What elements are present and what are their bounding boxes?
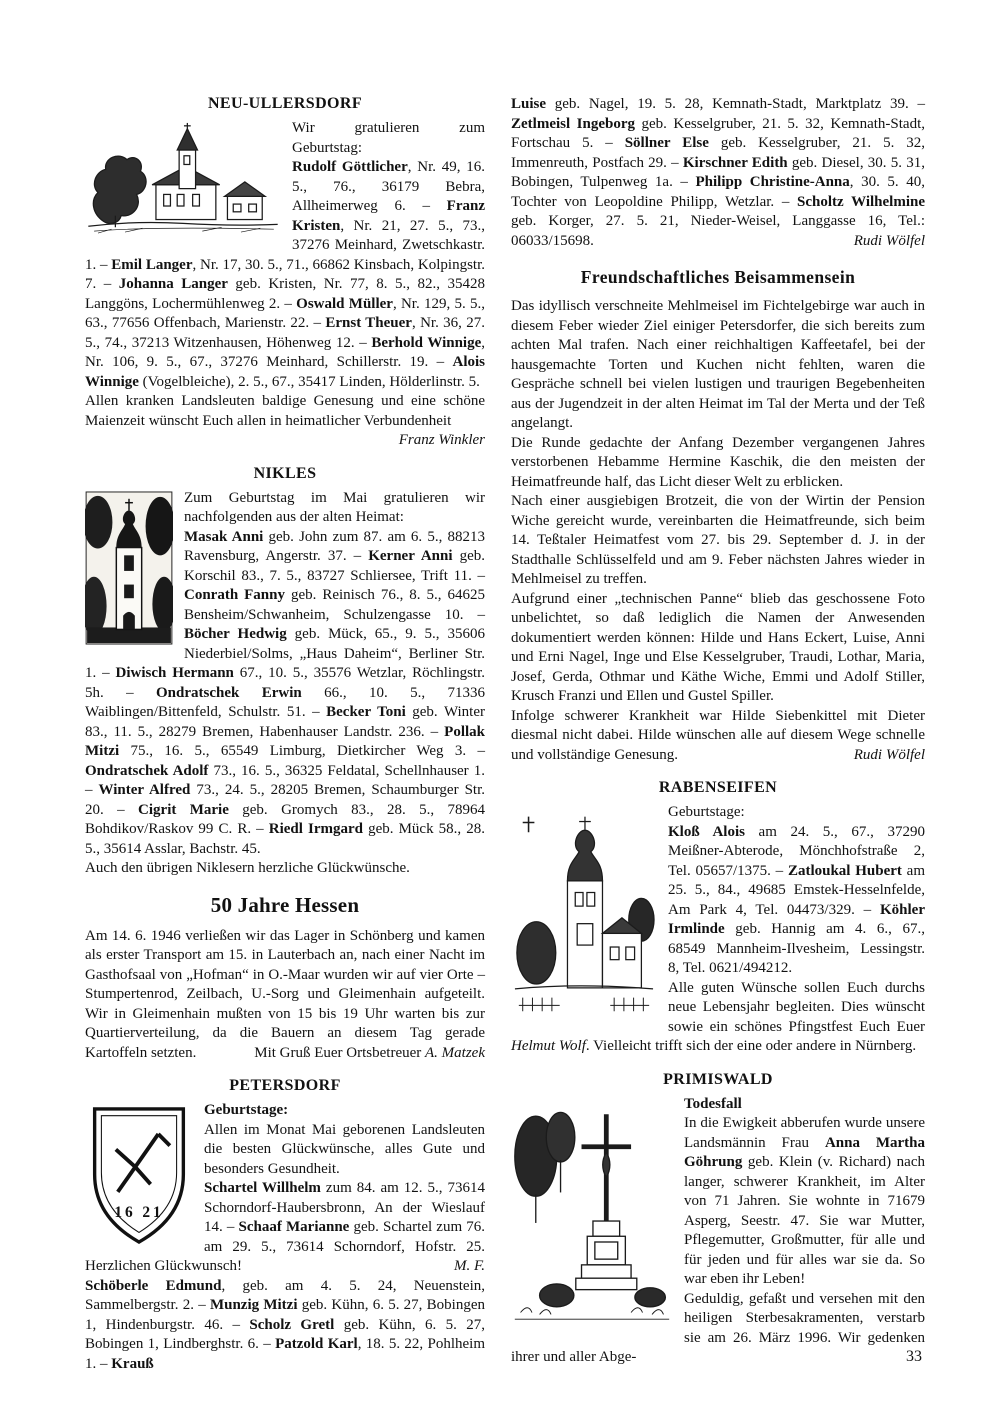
paragraph: Allen im Monat Mai geborenen Landsleuten die besten Glückwünsche, alles Gute und besonders Gesundheit.	[204, 1121, 485, 1177]
closing-text: Allen kranken Landsleuten baldige Genesung und eine schöne Maienzeit wünscht Euch allen in heimatlicher Verbundenheit	[85, 393, 485, 429]
obituary-text: Geduldig, gefaßt und versehen mit den heiligen Sterbesakramenten, verstarb sie am 26. März 1996. Wir gedenken ihrer und aller Abge-	[511, 1290, 925, 1365]
section-title-hessen: 50 Jahre Hessen	[210, 892, 360, 917]
section-body	[85, 489, 485, 879]
section-title-neu-ullersdorf: NEU-ULLERSDORF	[207, 95, 363, 112]
page-number: 33	[906, 1348, 922, 1365]
label-geburtstage: Geburtstage:	[204, 1102, 289, 1118]
crest-year-text: 16 21	[114, 1203, 164, 1221]
paragraph: Aufgrund einer „technischen Panne“ blieb das geschossene Foto unbelichtet, so daß lediglich die Namen der Anwesenden dokumentiert werden können: Hilde und Hans Eckert, Luise, Anni und Erni Nagel, Inge und Else Kesselgruber, Traudi, Lothar, Maria, Josef, Gerda, Othmar und Käthe Wiche, Emmi und Adolf Stiller, Krusch Franzi und Ellen und Gustel Spiller.	[511, 590, 925, 704]
section-title-beisammensein: Freundschaftliches Beisammensein	[580, 267, 856, 287]
intro-text: Wir gratulieren zum Geburtstag:	[292, 120, 485, 156]
wayside-cross-illustration	[511, 1097, 673, 1326]
paragraph: Nach einer ausgiebigen Brotzeit, die von der Wirtin der Pension Wiche gereicht wurde, vereinbarten die Heimatfreunde, sich beim 14. Teßtaler Heimatfest vom 27. bis 29. September d. J. in der Stadthalle Schlüsselfeld und am 9. Feber nächsten Jahres wieder in Mehlmeisel zu treffen.	[511, 493, 925, 587]
two-column-layout	[85, 95, 925, 1388]
section-50-jahre-hessen	[85, 893, 485, 1064]
birthday-list: Schartel Willhelm zum 84. am 12. 5., 73614 Schorndorf-Haubersbronn, An der Wieslauf 14. – Schaaf Marianne geb. Schartel zum 76. am 29. 5., 73614 Schorndorf, Hofstr. 25. Herzlichen Glückwunsch! M. F.	[85, 1180, 485, 1274]
left-column	[85, 95, 485, 1388]
village-church-engraving-illustration	[85, 121, 281, 235]
body-text: Am 14. 6. 1946 verließen wir das Lager in Schönberg und kamen als erster Transport am 15. in Lauterbach an, nach einer Nacht im Gasthofsaal von „Hofman“ in O.-Maar wurden wir auf vier Orte – Stumpertenrod, Zeilbach, U.-Sorg und Gleimenhain aufgeteilt. Wir in Gleimenhain mußten von 15 bis 19 Uhr warten bis zur Quartierverteilung, da die Bauern an diesem Tag gerade Kartoffeln setzten. Mit Gruß Euer Ortsbetreuer A. Matzek	[85, 927, 485, 1061]
birthday-list: Schöberle Edmund, geb. am 4. 5. 24, Neuenstein, Sammelbergstr. 2. – Munzig Mitzi geb. Kühn, 6. 5. 27, Bobingen 1, Hindenburgstr. 46. – Scholz Gretl geb. Kühn, 6. 5. 27, Bobingen 1, Lindberghstr. 6. – Patzold Karl, 18. 5. 22, Pohlheim 1. – Krauß	[85, 1277, 485, 1372]
paragraph: Infolge schwerer Krankheit war Hilde Siebenkittel mit Dieter diesmal nicht dabei. Hilde wünschen alle auf diesem Wege schnelle und vollständige Genesung. Rudi Wölfel	[511, 707, 925, 763]
section-title-nikles: NIKLES	[253, 464, 317, 482]
label-geburtstage: Geburtstage:	[668, 804, 745, 820]
signature: Franz Winkler	[398, 432, 485, 448]
section-beisammensein	[511, 267, 925, 765]
label-todesfall: Todesfall	[684, 1095, 742, 1112]
paragraph: Die Runde gedachte der Anfang Dezember vergangenen Jahres verstorbenen Hebamme Hermine Kaschik, die den meisten der Heimatfreunde half, das Licht dieser Welt zu erblicken.	[511, 434, 925, 490]
intro-text: Zum Geburtstag im Mai gratulieren wir nachfolgenden aus der alten Heimat:	[184, 489, 485, 525]
birthday-list: Kloß Alois am 24. 5., 67., 37290 Meißner-Abterode, Mönchhofstraße 2, Tel. 05657/1375. – Zatloukal Hubert am 25. 5., 84., 49685 Emstek-Hesselnfelde, Am Park 4, Tel. 04473/329. – Köhler Irmlinde geb. Hannig am 4. 6., 67., 68549 Mannheim-Ilvesheim, Lessingstr. 8, Tel. 0621/494212.	[668, 823, 926, 976]
section-rabenseifen	[511, 779, 925, 1057]
closing-text: Auch den übrigen Niklesern herzliche Glückwünsche.	[85, 860, 410, 876]
birthday-list-continued: Luise geb. Nagel, 19. 5. 28, Kemnath-Stadt, Marktplatz 39. – Zetlmeisl Ingeborg geb. Kesselgruber, 21. 5. 32, Kemnath-Stadt, Fortschau 5. – Söllner Else geb. Kesselgruber, 21. 5. 32, Immenreuth, Postfach 29. – Kirschner Edith geb. Diesel, 30. 5. 31, Bobingen, Tulpenweg 1a. – Philipp Christine-Anna, 30. 5. 40, Tochter von Leopoldine Philipp, Wetzlar. – Scholtz Wilhelmine geb. Korger, 27. 5. 21, Nieder-Weisel, Langgasse 16, Tel.: 06033/15698. Rudi Wölfel	[511, 96, 925, 249]
birthday-list: Rudolf Göttlicher, Nr. 49, 16. 5., 76., 36179 Bebra, Allheimerweg 6. – Franz Kristen, Nr. 21, 27. 5., 73., 37276 Meinhard, Zwetschkastr. 1. – Emil Langer, Nr. 17, 30. 5., 71., 66862 Kinsbach, Kolpingstr. 7. – Johanna Langer geb. Kristen, Nr. 77, 8. 5., 82., 35428 Langgöns, Lochermühlenweg 2. – Oswald Müller, Nr. 129, 5. 5., 63., 77656 Offenbach, Marienstr. 22. – Ernst Theuer, Nr. 36, 27. 5., 74., 37213 Witzenhausen, Höhenweg 12. – Berhold Winnige, Nr. 106, 9. 5., 67., 37276 Meinhard, Schillerstr. 19. – Alois Winnige (Vogelbleiche), 2. 5., 67., 35417 Linden, Hölderlinstr. 5.	[85, 159, 486, 390]
section-primiswald	[511, 1071, 925, 1368]
paragraph: Das idyllisch verschneite Mehlmeisel im Fichtelgebirge war auch in diesem Feber wieder Ziel einiger Petersdorfer, die sich bereits zum achten Mal trafen. Nach einer reichhaltigen Kaffeetafel, bei der hausgemachte Torten und Kuchen nicht fehlten, waren die Gespräche schnell bei vielen lustigen und traurigen Begebenheiten aus der Jugendzeit in der alten Heimat im Tal der Merta und der Teß angelangt.	[511, 298, 925, 431]
right-column	[511, 95, 925, 1388]
section-petersdorf	[85, 1077, 485, 1374]
section-title-primiswald: PRIMISWALD	[663, 1070, 773, 1088]
crest-shield-illustration	[85, 1103, 193, 1248]
obituary-text: In die Ewigkeit abberufen wurde unsere Landsmännin Frau Anna Martha Göhrung geb. Klein (v. Richard) nach langer, schwerer Krankheit, im Alter von 71 Jahren. Sie wohnte in 71679 Asperg, Seestr. 47. Sie war Mutter, Pflegemutter, Großmutter, für alle und für jeden und für alles war sie da. So war eben ihr Leben!	[684, 1115, 925, 1287]
section-body	[511, 1095, 925, 1368]
church-tower-illustration	[511, 805, 657, 1019]
section-petersdorf-continuation	[511, 95, 925, 251]
section-title-petersdorf: PETERSDORF	[229, 1077, 341, 1094]
church-woodcut-illustration	[85, 491, 173, 645]
birthday-list: Masak Anni geb. John zum 87. am 6. 5., 88213 Ravensburg, Angerstr. 37. – Kerner Anni geb. Korschil 83., 7. 5., 83727 Schliersee, Trift 11. – Conrath Fanny geb. Reinisch 76., 8. 5., 64625 Bensheim/Schwanheim, Schulzengasse 10. – Böcher Hedwig geb. Mück, 65., 9. 5., 35606 Niederbiel/Solms, „Haus Daheim“, Berliner Str. 1. – Diwisch Hermann 67., 10. 5., 35576 Wetzlar, Röchlingstr. 5h. – Ondratschek Erwin 66., 10. 5., 71336 Waiblingen/Bittenfeld, Schulstr. 51. – Becker Toni geb. Winter 83., 11. 5., 28279 Bremen, Habenhauser Landstr. 236. – Pollak Mitzi 75., 16. 5., 65549 Limburg, Dietkircher Weg 3. – Ondratschek Adolf 73., 16. 5., 36325 Feldatal, Schellnhauser 1. – Winter Alfred 73., 24. 5., 28205 Bremen, Schaumburger Str. 20. – Cigrit Marie geb. Gromych 83., 28. 5., 78964 Bohdikov/Raskov 99 C. R. – Riedl Irmgard geb. Mück 58., 28. 5., 35614 Asslar, Bachstr. 45.	[85, 528, 486, 857]
section-body	[511, 803, 925, 1057]
section-neu-ullersdorf	[85, 95, 485, 451]
section-body	[85, 1101, 485, 1374]
section-nikles	[85, 465, 485, 879]
section-title-rabenseifen: RABENSEIFEN	[658, 779, 778, 796]
section-body	[85, 119, 485, 451]
paragraph: Alle guten Wünsche sollen Euch durchs neue Lebensjahr begleiten. Dies wünscht sowie ein schönes Pfingstfest Euch Euer Helmut Wolf. Vielleicht trifft sich der eine oder andere in Nürnberg.	[511, 979, 925, 1054]
